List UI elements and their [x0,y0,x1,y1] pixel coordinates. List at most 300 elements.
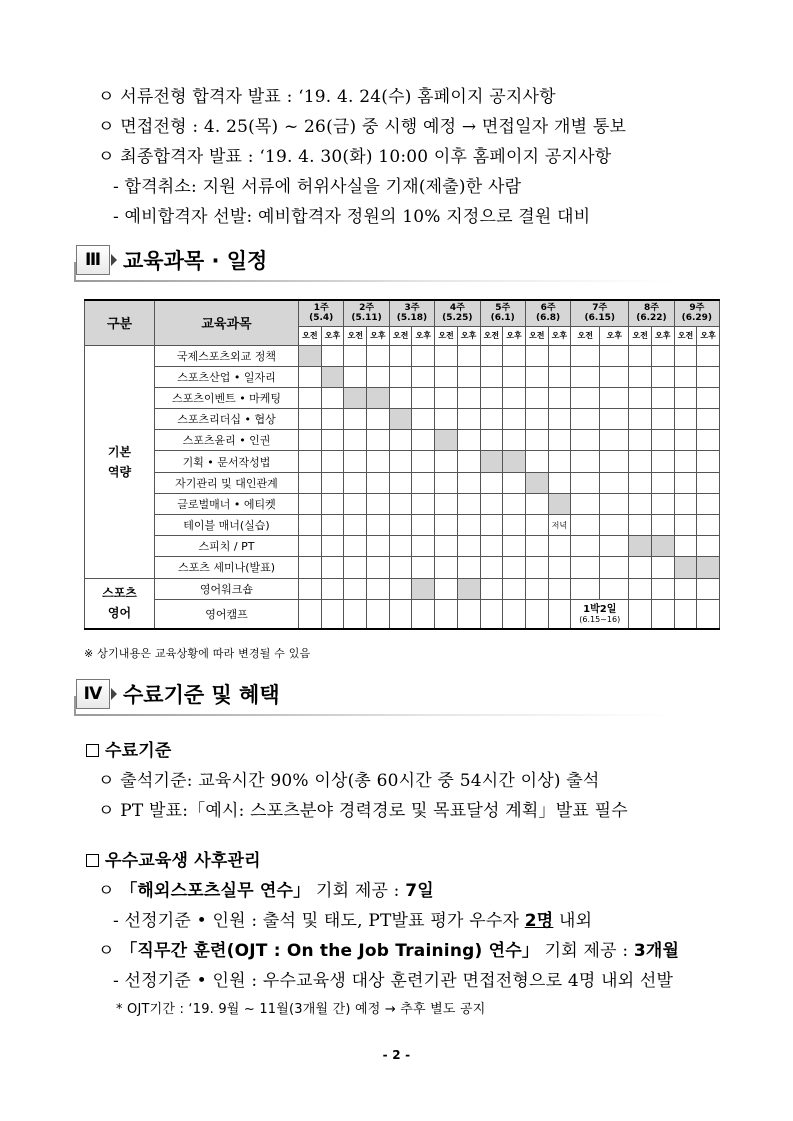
schedule-cell [674,557,697,578]
schedule-cell [629,493,652,514]
schedule-cell [389,430,412,451]
schedule-cell [367,366,390,387]
schedule-cell [480,578,503,599]
schedule-cell [600,409,629,430]
week-label: 8주 [643,303,659,314]
criteria-heading [86,736,172,761]
schedule-cell [344,366,367,387]
schedule-cell [571,493,600,514]
week-label: 1주 [313,303,329,314]
afternoon-header: 오후 [651,326,674,345]
schedule-cell [651,387,674,408]
schedule-cell [389,536,412,557]
schedule-cell [367,578,390,599]
schedule-cell [525,536,548,557]
schedule-cell [299,472,322,493]
schedule-cell [674,472,697,493]
schedule-cell [697,472,720,493]
schedule-cell [548,409,571,430]
morning-header: 오전 [674,326,697,345]
schedule-cell [457,536,480,557]
schedule-cell [600,451,629,472]
schedule-cell [367,409,390,430]
schedule-cell [651,493,674,514]
week-label: 5주 [495,303,511,314]
section-3-rule [74,280,674,282]
schedule-cell [600,557,629,578]
schedule-cell [571,578,600,599]
schedule-cell [299,557,322,578]
schedule-cell [321,578,344,599]
week-header-1 [299,300,344,326]
schedule-cell [525,578,548,599]
week-label: 7주 [592,303,608,314]
afternoon-header: 오후 [457,326,480,345]
section-4-heading [76,674,280,714]
schedule-cell [412,599,435,629]
schedule-cell [674,409,697,430]
schedule-cell [480,345,503,366]
schedule-cell [321,472,344,493]
schedule-cell [503,536,526,557]
intro-line-5: - 예비합격자 선발: 예비합격자 정원의 10% 지정으로 결원 대비 [113,207,591,227]
subject-cell: 스포츠리더십 • 협상 [155,409,299,430]
schedule-cell [367,472,390,493]
schedule-cell [389,493,412,514]
week-date: (6.8) [535,313,561,324]
schedule-cell [548,345,571,366]
schedule-cell [367,451,390,472]
schedule-cell [525,345,548,366]
schedule-row [85,557,720,578]
afternoon-header: 오후 [503,326,526,345]
schedule-cell [412,557,435,578]
schedule-cell [651,345,674,366]
schedule-cell [367,515,390,536]
schedule-cell [344,451,367,472]
schedule-cell [457,409,480,430]
camp-cell [571,599,629,629]
header-subject: 교육과목 [155,300,299,345]
opportunity-label: 기회 제공 : [544,941,629,961]
morning-header: 오전 [480,326,503,345]
schedule-cell [389,515,412,536]
ojt-title: 「직무간 훈련(OJT : On the Job Training) 연수」 [120,941,540,961]
schedule-cell [697,536,720,557]
schedule-cell [435,366,458,387]
schedule-cell [525,451,548,472]
schedule-cell [321,430,344,451]
schedule-cell [571,557,600,578]
schedule-cell [435,493,458,514]
afternoon-header: 오후 [697,326,720,345]
schedule-cell [503,430,526,451]
schedule-cell [629,430,652,451]
week-header-4 [435,300,480,326]
schedule-cell [389,366,412,387]
schedule-cell [480,451,503,472]
bullet: ㅇ [98,881,115,901]
schedule-cell [457,430,480,451]
schedule-cell [435,409,458,430]
schedule-cell [548,387,571,408]
section-3-arrow-icon [111,254,117,266]
subject-cell: 글로벌매너 • 에티켓 [155,493,299,514]
section-4-rule [74,714,674,716]
schedule-cell [629,366,652,387]
schedule-cell [412,493,435,514]
schedule-row [85,387,720,408]
schedule-cell [321,409,344,430]
week-label: 2주 [359,303,375,314]
schedule-cell [674,493,697,514]
schedule-cell [651,366,674,387]
schedule-cell [480,409,503,430]
schedule-cell [480,515,503,536]
schedule-cell [674,345,697,366]
criteria-heading-text: 수료기준 [105,741,172,761]
schedule-cell [321,345,344,366]
schedule-cell [697,366,720,387]
schedule-cell [503,472,526,493]
schedule-cell [299,430,322,451]
subject-cell: 국제스포츠외교 정책 [155,345,299,366]
schedule-cell [435,387,458,408]
schedule-cell [480,557,503,578]
schedule-cell [480,536,503,557]
schedule-row [85,430,720,451]
week-date: (5.11) [351,313,382,324]
afternoon-header: 오후 [600,326,629,345]
schedule-cell [600,387,629,408]
schedule-cell [457,557,480,578]
week-header-3 [389,300,434,326]
week-label: 6주 [540,303,556,314]
excellent-line-5: * OJT기간 : ‘19. 9월 ~ 11월(3개월 간) 예정 → 추후 별도 공지 [116,1002,486,1017]
intro-line-1: ㅇ 서류전형 합격자 발표 : ‘19. 4. 24(수) 홈페이지 공지사항 [98,87,556,107]
week-header-6 [525,300,570,326]
section-4-number: Ⅳ [76,679,110,709]
schedule-cell [480,472,503,493]
schedule-row [85,536,720,557]
schedule-cell [651,515,674,536]
bullet: ㅇ [98,941,115,961]
afternoon-header: 오후 [548,326,571,345]
section-3-heading [76,240,267,280]
schedule-cell [525,409,548,430]
week-date: (5.25) [442,313,473,324]
schedule-cell [571,430,600,451]
morning-header: 오전 [299,326,322,345]
schedule-cell [651,472,674,493]
criteria-item-1: ㅇ 출석기준: 교육시간 90% 이상(총 60시간 중 54시간 이상) 출석 [98,771,600,791]
overseas-training-title: 「해외스포츠실무 연수」 [120,881,311,901]
schedule-cell [571,451,600,472]
schedule-cell [367,599,390,629]
schedule-cell [651,409,674,430]
week-date: (5.18) [396,313,428,324]
schedule-cell [344,387,367,408]
schedule-cell [457,515,480,536]
schedule-cell [367,345,390,366]
schedule-cell [457,366,480,387]
schedule-cell [412,387,435,408]
schedule-cell [697,557,720,578]
week-date: (5.4) [309,313,334,324]
excellent-heading-text: 우수교육생 사후관리 [105,851,261,871]
camp-duration: 1박2일 [583,603,617,615]
schedule-cell [548,599,571,629]
schedule-cell [389,472,412,493]
intro-line-3: ㅇ 최종합격자 발표 : ‘19. 4. 30(화) 10:00 이후 홈페이지 공지사항 [98,147,612,167]
schedule-cell [367,536,390,557]
schedule-cell [435,430,458,451]
week-date: (6.1) [490,313,515,324]
schedule-cell [412,430,435,451]
schedule-row [85,366,720,387]
schedule-cell [389,345,412,366]
schedule-cell [629,387,652,408]
schedule-cell [548,557,571,578]
schedule-cell [503,599,526,629]
schedule-cell [480,599,503,629]
schedule-cell [344,536,367,557]
schedule-cell [457,451,480,472]
checkbox-icon [86,744,99,757]
schedule-cell [435,599,458,629]
schedule-cell [457,599,480,629]
schedule-cell [674,536,697,557]
schedule-cell [674,599,697,629]
morning-header: 오전 [629,326,652,345]
schedule-row [85,599,720,629]
schedule-cell [697,599,720,629]
morning-header: 오전 [571,326,600,345]
schedule-cell [299,366,322,387]
schedule-cell [629,451,652,472]
schedule-cell [525,430,548,451]
schedule-cell [571,366,600,387]
schedule-cell [321,451,344,472]
schedule-cell [367,557,390,578]
schedule-cell [548,578,571,599]
section-3-rule-vertical [74,262,76,282]
schedule-cell [674,430,697,451]
schedule-cell [457,472,480,493]
section-3-title: 교육과목 · 일정 [123,249,268,273]
schedule-cell [651,430,674,451]
afternoon-header: 오후 [412,326,435,345]
schedule-cell [548,536,571,557]
excellent-line-1 [98,876,434,901]
schedule-cell [674,366,697,387]
schedule-cell [600,430,629,451]
schedule-cell [674,515,697,536]
opportunity-label: 기회 제공 : [315,881,400,901]
schedule-cell [548,451,571,472]
schedule-cell [344,430,367,451]
schedule-cell [525,493,548,514]
schedule-cell [344,493,367,514]
schedule-cell [571,515,600,536]
schedule-cell [571,536,600,557]
schedule-cell [571,472,600,493]
subject-cell: 스피치 / PT [155,536,299,557]
afternoon-header: 오후 [321,326,344,345]
subject-cell: 영어워크숍 [155,578,299,599]
schedule-cell [367,493,390,514]
schedule-cell [412,515,435,536]
schedule-cell [600,345,629,366]
schedule-table [84,299,720,630]
category-english: 스포츠 영어 [85,578,155,629]
schedule-cell [548,430,571,451]
schedule-cell [299,387,322,408]
schedule-cell [321,557,344,578]
camp-dates: (6.15~16) [579,614,621,624]
schedule-cell [299,578,322,599]
schedule-cell [435,578,458,599]
schedule-cell [503,366,526,387]
schedule-cell [629,472,652,493]
selection-criteria-text: - 선정기준 • 인원 : 출석 및 태도, PT발표 평가 우수자 [113,911,520,931]
schedule-cell [457,578,480,599]
schedule-cell [344,578,367,599]
schedule-row [85,578,720,599]
week-header-8 [629,300,674,326]
criteria-item-2: ㅇ PT 발표:「예시: 스포츠분야 경력경로 및 목표달성 계획」발표 필수 [98,801,628,821]
schedule-cell [412,472,435,493]
excellent-heading [86,846,261,871]
intro-line-4: - 합격취소: 지원 서류에 허위사실을 기재(제출)한 사람 [113,177,522,197]
schedule-cell [697,409,720,430]
selection-count: 2명 [524,911,554,931]
schedule-cell [480,430,503,451]
morning-header: 오전 [525,326,548,345]
schedule-cell [435,472,458,493]
header-category: 구분 [85,300,155,345]
schedule-cell [389,599,412,629]
week-header-2 [344,300,389,326]
schedule-cell [697,578,720,599]
schedule-cell [525,599,548,629]
subject-cell: 자기관리 및 대인관계 [155,472,299,493]
schedule-cell [321,387,344,408]
schedule-cell [412,536,435,557]
schedule-cell [412,451,435,472]
schedule-cell [651,557,674,578]
schedule-cell [389,451,412,472]
schedule-cell [600,366,629,387]
schedule-row [85,345,720,366]
week-date: (6.15) [584,313,615,324]
afternoon-header: 오후 [367,326,390,345]
schedule-cell [412,409,435,430]
schedule-cell [344,472,367,493]
schedule-cell [629,409,652,430]
schedule-cell [503,557,526,578]
schedule-cell [629,578,652,599]
week-label: 4주 [449,303,465,314]
schedule-cell [457,345,480,366]
schedule-cell [525,387,548,408]
schedule-cell [299,536,322,557]
schedule-cell [629,599,652,629]
schedule-cell [299,515,322,536]
schedule-cell [651,536,674,557]
schedule-cell [548,472,571,493]
schedule-cell [344,409,367,430]
week-label: 9주 [689,303,705,314]
week-label: 3주 [404,303,420,314]
schedule-cell [299,493,322,514]
schedule-cell [321,493,344,514]
subject-cell: 스포츠이벤트 • 마케팅 [155,387,299,408]
schedule-cell [321,366,344,387]
schedule-cell [525,366,548,387]
schedule-cell [367,430,390,451]
schedule-cell [697,387,720,408]
schedule-cell [600,536,629,557]
checkbox-icon [86,854,99,867]
schedule-cell [503,409,526,430]
excellent-line-2 [113,906,592,931]
section-4-title: 수료기준 및 혜택 [123,683,280,707]
schedule-cell [600,472,629,493]
schedule-cell [412,578,435,599]
schedule-cell [548,493,571,514]
schedule-cell [503,578,526,599]
section-4-arrow-icon [111,688,117,700]
schedule-row [85,515,720,536]
schedule-cell [412,366,435,387]
schedule-cell [525,515,548,536]
schedule-cell [651,599,674,629]
overseas-duration: 7일 [405,881,434,901]
schedule-cell [503,387,526,408]
schedule-cell [321,536,344,557]
schedule-cell [697,345,720,366]
schedule-cell [299,599,322,629]
schedule-cell [697,430,720,451]
schedule-row [85,493,720,514]
dinner-note: 저녁 [548,515,571,536]
schedule-cell [697,515,720,536]
section-3-number: Ⅲ [76,245,110,275]
schedule-cell [600,515,629,536]
schedule-cell [389,387,412,408]
schedule-cell [480,366,503,387]
schedule-cell [299,451,322,472]
schedule-cell [571,409,600,430]
schedule-cell [480,493,503,514]
schedule-cell [321,515,344,536]
intro-line-2: ㅇ 면접전형 : 4. 25(목) ~ 26(금) 중 시행 예정 → 면접일자 개별 통보 [98,117,627,137]
subject-cell: 영어캠프 [155,599,299,629]
schedule-cell [389,557,412,578]
subject-cell: 테이블 매너(실습) [155,515,299,536]
schedule-row [85,472,720,493]
page-number: - 2 - [382,1048,411,1062]
schedule-cell [674,387,697,408]
schedule-cell [344,345,367,366]
schedule-cell [571,345,600,366]
schedule-row [85,409,720,430]
schedule-cell [389,409,412,430]
category-basic: 기본 역량 [85,345,155,578]
schedule-cell [674,578,697,599]
schedule-cell [435,345,458,366]
